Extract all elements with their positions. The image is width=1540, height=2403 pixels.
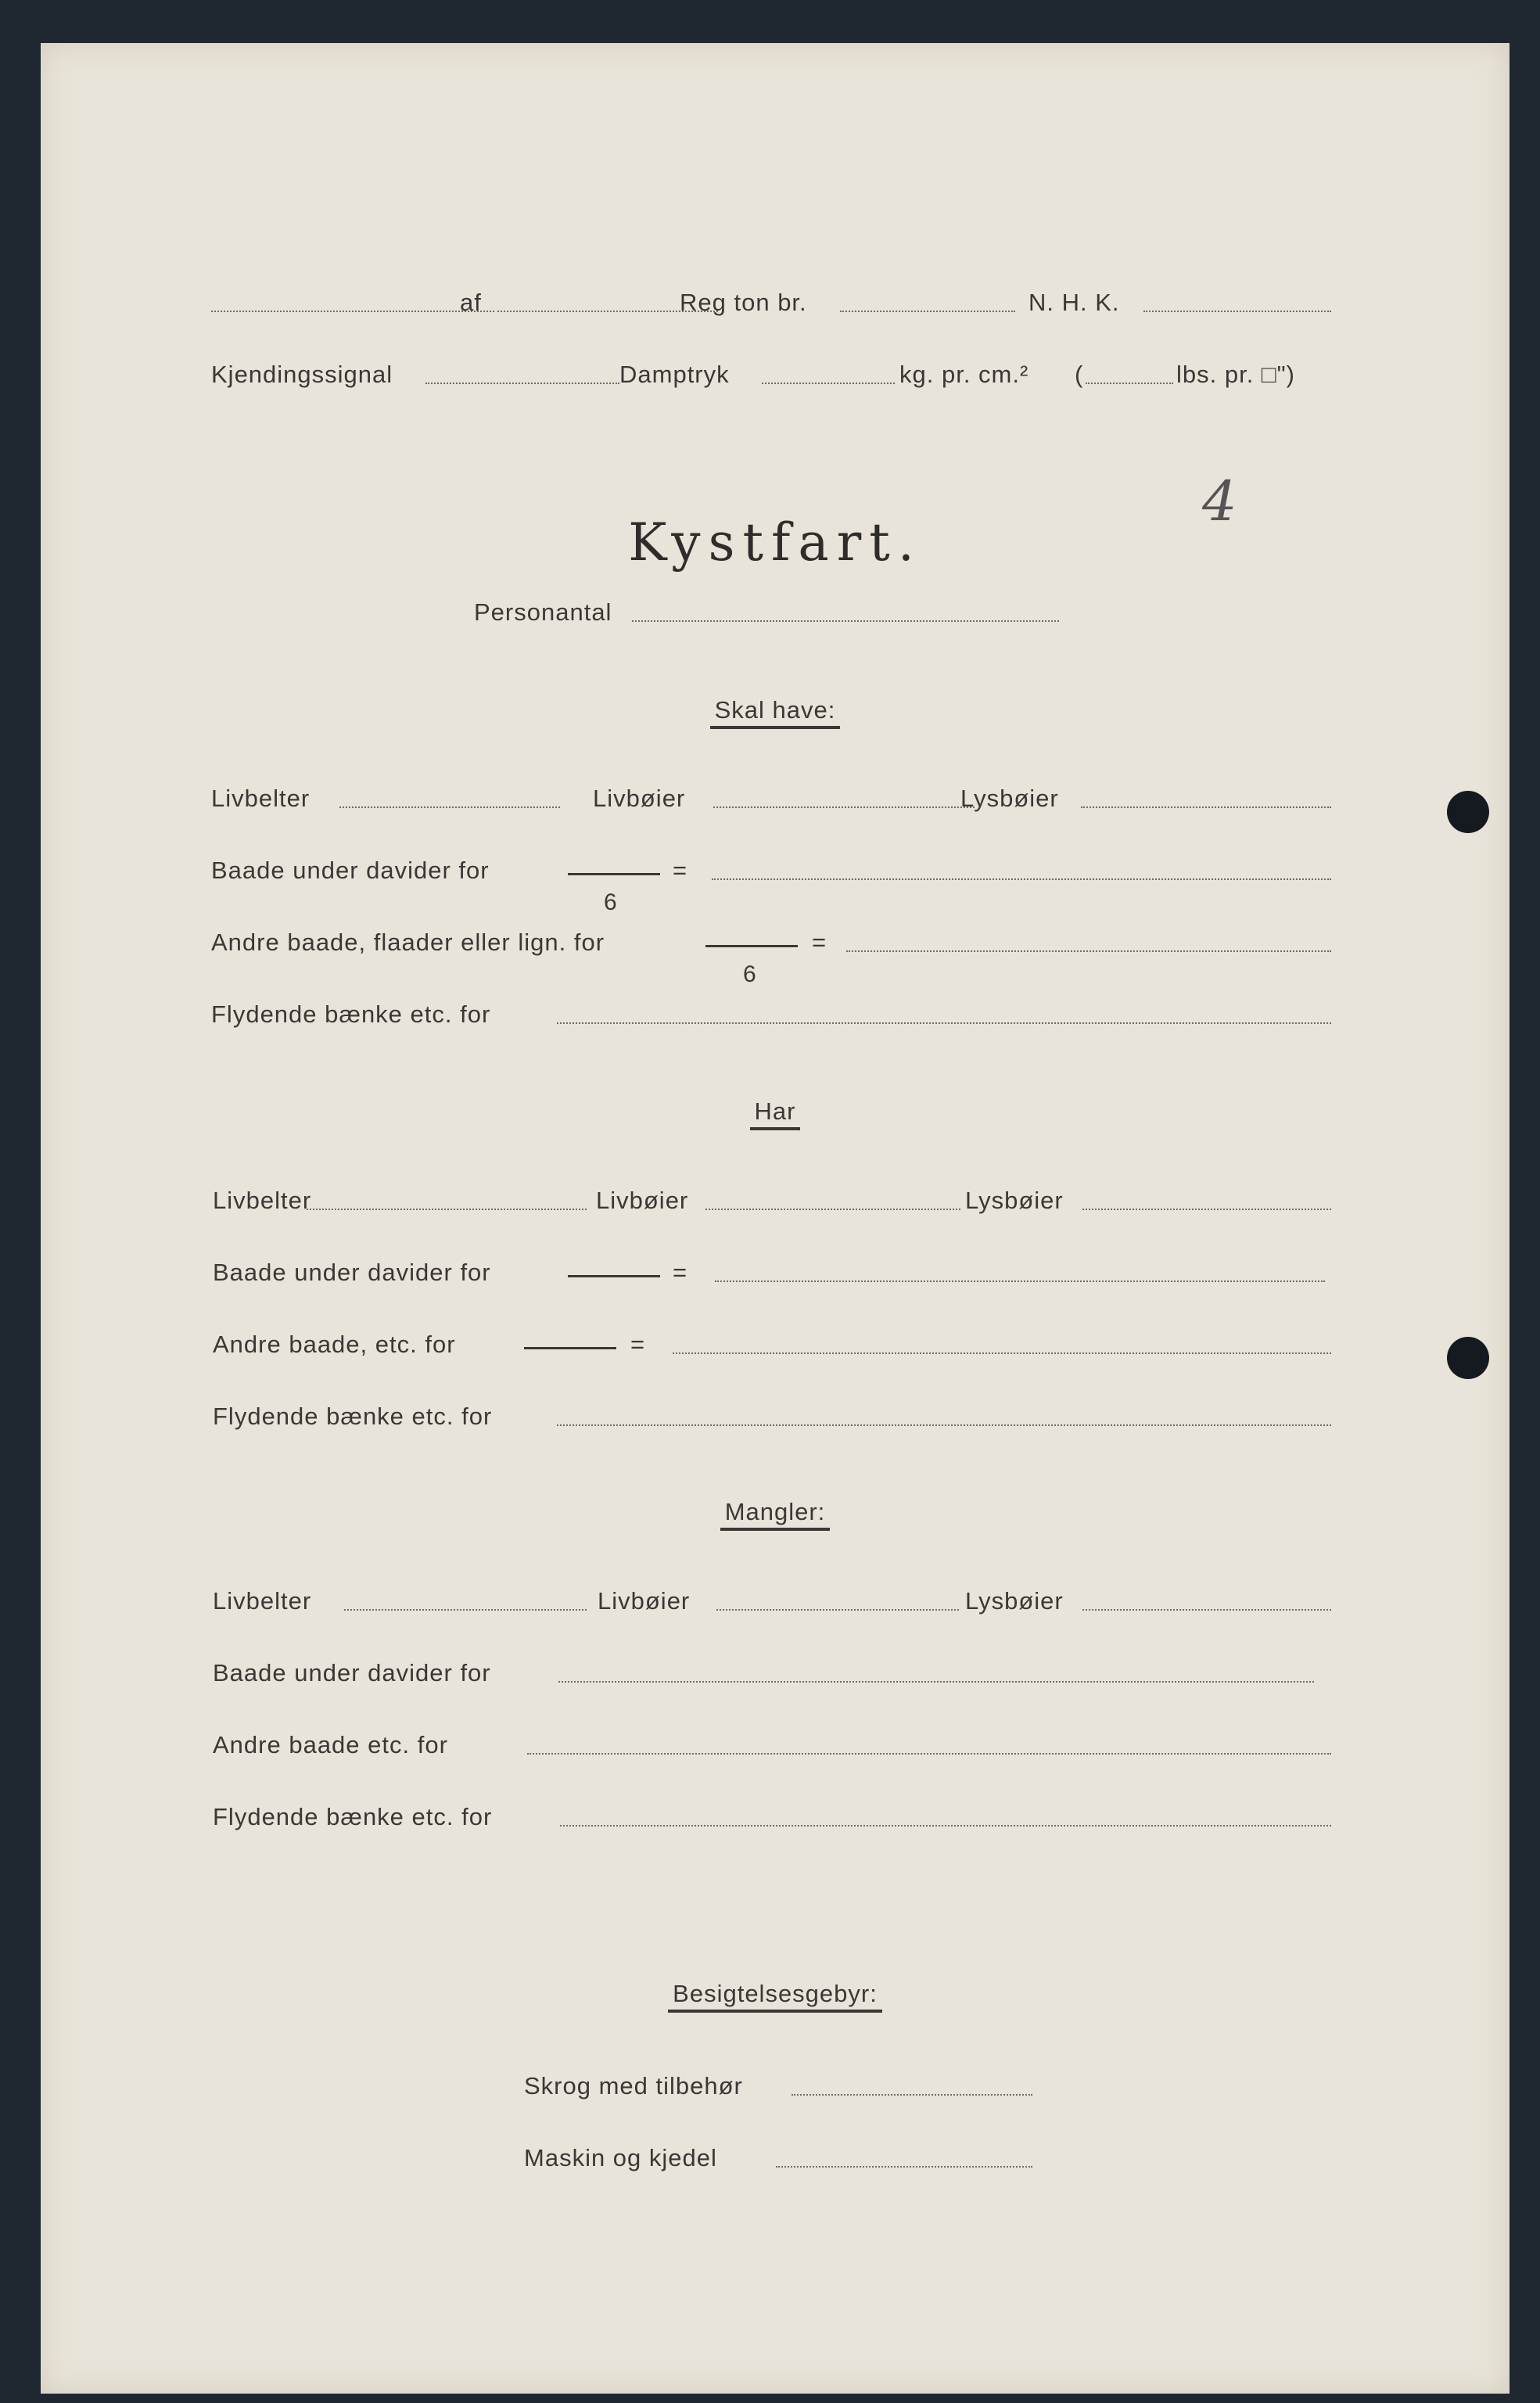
maskin-row [41, 2141, 1509, 2175]
maskin-field-line[interactable] [776, 2166, 1032, 2168]
nhk-field-line[interactable] [1143, 311, 1331, 312]
livboier-label: Livbøier [593, 785, 686, 812]
har-row-flydende [41, 1399, 1509, 1434]
har-row-baade [41, 1255, 1509, 1290]
flydende-label: Flydende bænke etc. for [213, 1803, 493, 1830]
equals-sign: = [673, 1259, 688, 1286]
andre-baade-field-line[interactable] [673, 1352, 1331, 1354]
livbelter-label: Livbelter [213, 1587, 312, 1615]
livboier-field-line[interactable] [705, 1209, 960, 1210]
handwritten-note: 4 [1202, 469, 1237, 533]
af-label: af [460, 289, 482, 316]
livboier-field-line[interactable] [713, 806, 975, 808]
mangler-row-belter [41, 1584, 1509, 1618]
mangler-heading: Mangler: [41, 1498, 1509, 1531]
equals-sign: = [812, 929, 827, 956]
besigtelsesgebyr-heading: Besigtelsesgebyr: [41, 1980, 1509, 2013]
form-page [41, 43, 1509, 2394]
mangler-row-andre [41, 1728, 1509, 1762]
skrog-field-line[interactable] [792, 2094, 1032, 2096]
baade-under-davider-label: Baade under davider for [211, 857, 490, 884]
har-row-andre [41, 1327, 1509, 1362]
personantal-label: Personantal [474, 598, 612, 626]
equals-sign: = [630, 1331, 646, 1358]
personantal-row [41, 595, 1509, 630]
baade-field-line[interactable] [712, 878, 1331, 880]
kjendingssignal-field-line[interactable] [425, 383, 619, 384]
punch-hole-top [1447, 791, 1489, 833]
flydende-field-line[interactable] [557, 1022, 1331, 1024]
lysboier-field-line[interactable] [1081, 806, 1331, 808]
reg-ton-label: Reg ton br. [680, 289, 807, 316]
andre-baade-field-line[interactable] [846, 950, 1331, 952]
skrog-label: Skrog med tilbehør [524, 2072, 743, 2099]
livbelter-field-line[interactable] [344, 1609, 587, 1611]
form-title: Kystfart. [628, 512, 922, 573]
lysboier-label: Lysbøier [965, 1187, 1064, 1214]
livbelter-label: Livbelter [213, 1187, 312, 1214]
damptryk-field-line[interactable] [762, 383, 895, 384]
andre-baade-label: Andre baade etc. for [213, 1731, 448, 1758]
livbelter-field-line[interactable] [307, 1209, 587, 1210]
header-row-2 [41, 357, 1509, 392]
baade-field-line[interactable] [715, 1281, 1325, 1282]
livbelter-label: Livbelter [211, 785, 311, 812]
flydende-field-line[interactable] [557, 1424, 1331, 1426]
personantal-field-line[interactable] [632, 620, 1059, 622]
lysboier-label: Lysbøier [965, 1587, 1064, 1615]
skrog-row [41, 2069, 1509, 2103]
kjendingssignal-label: Kjendingssignal [211, 361, 393, 388]
punch-hole-bottom [1447, 1337, 1489, 1379]
andre-baade-label: Andre baade, flaader eller lign. for [211, 929, 605, 956]
livboier-field-line[interactable] [716, 1609, 959, 1611]
open-paren: ( [1075, 361, 1084, 388]
fraction-line [524, 1347, 616, 1349]
nhk-label: N. H. K. [1028, 289, 1120, 316]
skal-have-heading: Skal have: [41, 696, 1509, 729]
skal-have-row-andre [41, 925, 1509, 987]
livboier-label: Livbøier [596, 1187, 689, 1214]
har-heading: Har [41, 1097, 1509, 1130]
baade-under-davider-label: Baade under davider for [213, 1259, 491, 1286]
lysboier-field-line[interactable] [1082, 1609, 1331, 1611]
har-row-belter [41, 1184, 1509, 1218]
lbs-pr-label: lbs. pr. □") [1176, 361, 1295, 388]
fraction-line [568, 1275, 660, 1277]
skal-have-row-belter [41, 781, 1509, 816]
fraction-line [568, 873, 660, 875]
lysboier-label: Lysbøier [960, 785, 1059, 812]
flydende-field-line[interactable] [560, 1825, 1331, 1826]
flydende-label: Flydende bænke etc. for [211, 1000, 491, 1028]
maskin-label: Maskin og kjedel [524, 2144, 717, 2171]
baade-field-line[interactable] [558, 1681, 1314, 1683]
name-field-line[interactable] [211, 311, 494, 312]
andre-baade-field-line[interactable] [527, 1753, 1331, 1755]
header-row-1 [41, 286, 1509, 320]
fraction-denominator: 6 [604, 889, 618, 915]
lysboier-field-line[interactable] [1082, 1209, 1331, 1210]
skal-have-row-baade [41, 853, 1509, 915]
mangler-row-baade [41, 1656, 1509, 1690]
skal-have-row-flydende [41, 997, 1509, 1032]
damptryk-label: Damptryk [619, 361, 730, 388]
mangler-row-flydende [41, 1800, 1509, 1834]
kg-pr-cm-label: kg. pr. cm.² [899, 361, 1029, 388]
livbelter-field-line[interactable] [339, 806, 560, 808]
andre-baade-label: Andre baade, etc. for [213, 1331, 456, 1358]
livboier-label: Livbøier [598, 1587, 691, 1615]
equals-sign: = [673, 857, 688, 884]
baade-under-davider-label: Baade under davider for [213, 1659, 491, 1686]
fraction-denominator: 6 [743, 961, 757, 987]
flydende-label: Flydende bænke etc. for [213, 1403, 493, 1430]
lbs-field-line[interactable] [1086, 383, 1173, 384]
reg-ton-field-line[interactable] [840, 311, 1015, 312]
fraction-line [705, 945, 798, 947]
